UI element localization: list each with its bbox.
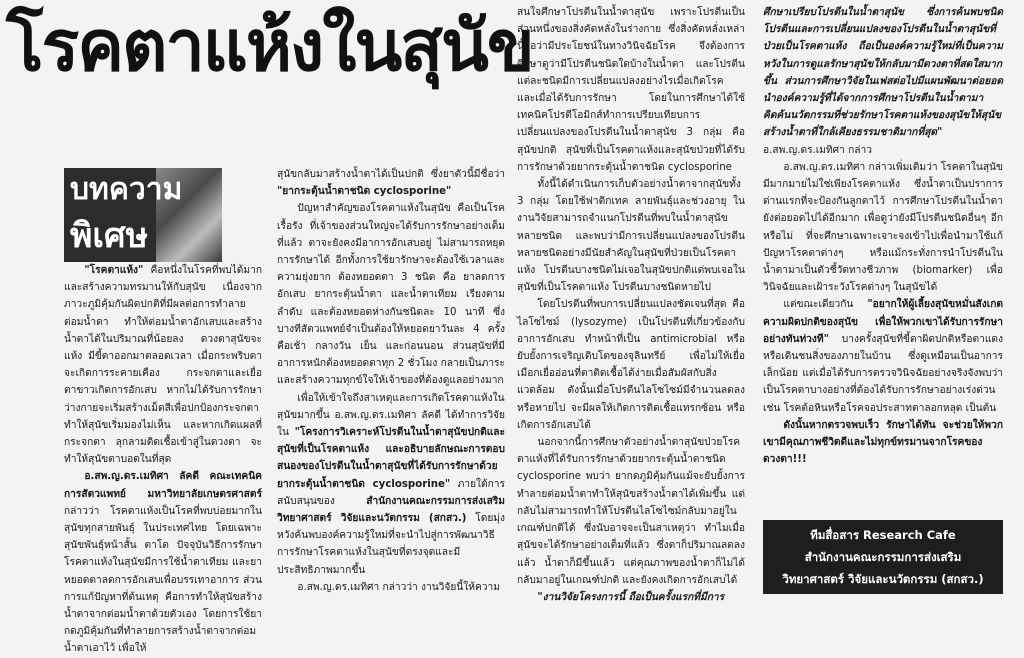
paragraph — [277, 166, 505, 200]
paragraph-text: นอกจากนี้การศึกษาตัวอย่างน้ำตาสุนัขป่วยโรคตาแห้งที่ได้รับการรักษาด้วยยากระตุ้นน้ำตาชนิด cyclosporine พบว่า ยากดภูมิคุ้มกันแม้จะยับยั้งการทำลายต่อมน้ำตาทำให้สุนัขสร้างน้ำตาได้เพิ่มขึ้น แต่กลับไม่สามารถทำให้โปรตีนไลโซไซม์กลับมาอยู่ในเกณฑ์ปกติได้ ซึ่งนับอาจจะเป็นสาเหตุว่า ทำไมเมื่อสุนัขจะได้รักษาอย่างเต็มที่แล้ว ซึ่งตาก็ปริมาณลดลงแล้ว น้ำตาก็มีขึ้นแล้ว แต่คุณภาพของน้ำตาก็ไม่ได้กลับมาอยู่ในเกณฑ์ปกติ และยังคงเกิดการอักเสบได้ — [517, 437, 745, 586]
paragraph: สนใจศึกษาโปรตีนในน้ำตาสุนัข เพราะโปรตีนเป็นส่วนหนึ่งของสิ่งคัดหลั่งในร่างกาย ซึ่งสิ่งคัดหลั่งเหล่านี้ถือว่ามีประโยชน์ในทางวินิจฉัยโรค จึงต้องการศึกษาดูว่ามีโปรตีนชนิดใดบ้างในน้ำตา และโปรตีนแต่ละชนิดมีการเปลี่ยนแปลงอย่างไรเมื่อเกิดโรค และเมื่อได้รับการรักษา โดยในการศึกษาได้ใช้เทคนิคโปรตีโอมิกส์ทำการเปรียบเทียบการเปลี่ยนแปลงของโปรตีนในน้ำตาสุนัข 3 กลุ่ม คือ สุนัขปกติ สุนัขที่เป็นโรคตาแห้งและสุนัขป่วยที่ได้รับการรักษาด้วยยากระตุ้นน้ำตาชนิด cyclosporine — [517, 7, 745, 173]
paragraph — [763, 296, 1003, 416]
credit-line-3: วิทยาศาสตร์ วิจัยและนวัตกรรม (สกสว.) — [782, 572, 984, 586]
paragraph-text: กล่าวว่า โรคตาแห้งเป็นโรคที่พบบ่อยมากในสุนัขทุกสายพันธุ์ ในประเทศไทย โดยเฉพาะสุนัขพันธุ์หน้าสั้น ตาโต ปัจจุบันวิธีการรักษาโรคตาแห้งในสุนัขมีการใช้น้ำตาเทียม และยาหยอดตาลดการอักเสบเพื่อบรรเทาอาการ ส่วนการแก้ปัญหาที่ต้นเหตุ คือการทำให้สุนัขสร้างน้ำตาจากต่อมน้ำตาด้วยตัวเอง โดยการใช้ยากดภูมิคุ้มกันที่ทำลายการสร้างน้ำตาจากต่อมน้ำตาเอาไว้ เพื่อให้ — [64, 505, 262, 655]
credit-line-1: ทีมสื่อสาร Research Cafe — [810, 528, 956, 542]
article-column-3 — [517, 4, 745, 608]
paragraph-text: เพื่อให้เข้าใจถึงสาเหตุและการเกิดโรคตาแห้งในสุนัขมากขึ้น อ.สพ.ญ.ดร.เมทิศา ลัคดี ได้ทำการวิจัยใน — [277, 392, 505, 439]
paragraph — [517, 176, 745, 296]
paragraph-text: อ.สพ.ญ.ดร.เมทิศา กล่าว — [763, 144, 872, 156]
paragraph — [277, 579, 505, 596]
article-column-1 — [64, 262, 262, 655]
project-title: "โครงการวิเคราะห์โปรตีนในน้ำตาสุนัขปกติและสุนัขที่เป็นโรคตาแห้ง และอธิบายลักษณะการตอบสนองของโปรตีนในน้ำตาสุนัขที่ได้รับการรักษาด้วยยากระตุ้นน้ำตาชนิด cyclosporine" — [277, 427, 505, 490]
closing-statement: ดังนั้นหากตรวจพบเร็ว รักษาได้ทัน จะช่วยให้พวกเขามีคุณภาพชีวิตดีและไม่ทุกข์ทรมานจากโรคของดวงตา!!! — [763, 419, 1003, 466]
badge-line-1: บทความ — [70, 172, 183, 207]
paragraph-text: ปัญหาสำคัญของโรคตาแห้งในสุนัข คือเป็นโรคเรื้อรัง ที่เจ้าของส่วนใหญ่จะได้รับการรักษาอย่างเต็มที่แล้ว ตาจะยังคงมีอาการอักเสบอยู่ ไม่สามารถหยุดการรักษาได้ อีกทั้งการใช้ยารักษาจะต้องใช้เวลาและความยุ่งยาก ต้องหยอดตา 3 ชนิด คือ ยาลดการอักเสบ ยากระตุ้นน้ำตา และน้ำตาเทียม เรียงตามลำดับ และต้องหยอดห่างกันชนิดละ 10 นาที ซึ่งบางทีสัตวแพทย์จำเป็นต้องให้หยอดยาวันละ 4 ครั้ง คือเช้า กลางวัน เย็น และก่อนนอน ส่วนสุนัขที่มีอาการหนักต้องหยอดตาทุก 2 ชั่วโมง กลายเป็นภาระและสร้างความทุกข์ใจให้เจ้าของที่ต้องดูแลอย่างมาก — [277, 203, 505, 387]
paragraph — [64, 262, 262, 468]
funding-agency: สำนักงานคณะกรรมการส่งเสริมวิทยาศาสตร์ วิจัยและนวัตกรรม (สกสว.) — [277, 495, 505, 525]
paragraph-text: ภายใต้การสนับสนุนของ — [277, 478, 505, 507]
source-attribution: อ.สพ.ญ.ดร.เมทิศา ลัคดี คณะเทคนิคการสัตวแพทย์ มหาวิทยาลัยเกษตรศาสตร์ — [64, 471, 262, 500]
paragraph-text: แต่ขณะเดียวกัน — [783, 299, 868, 311]
lead-term: "โรคตาแห้ง" — [84, 265, 144, 276]
paragraph — [277, 200, 505, 389]
paragraph — [64, 468, 262, 657]
paragraph-text: โดยโปรตีนที่พบการเปลี่ยนแปลงชัดเจนที่สุด คือ ไลโซไซม์ (lysozyme) เป็นโปรตีนที่เกี่ยวข้องกับอาการอักเสบ ทำหน้าที่เป็น antimicrobial หรือยับยั้งการเจริญเติบโตของจุลินทรีย์ เพื่อไม่ให้เยื่อเมือกเยื่ออ่อนที่ตาติดเชื้อได้ง่ายเมื่อสัมผัสกับสิ่งแวดล้อม ดังนั้นเมื่อโปรตีนไลโซไซม์มีจำนวนลดลงหรือหายไป จะมีผลให้เกิดการติดเชื้อแทรกซ้อน หรือเกิดการอักเสบได้ — [517, 299, 745, 431]
paragraph — [763, 159, 1003, 297]
credit-line-2: สำนักงานคณะกรรมการส่งเสริม — [804, 550, 962, 564]
drug-name: "ยากระตุ้นน้ำตาชนิด cyclosporine" — [277, 186, 452, 198]
paragraph — [763, 417, 1003, 469]
paragraph — [517, 296, 745, 434]
paragraph-text: อ.สพ.ญ.ดร.เมทิศา กล่าวว่า งานวิจัยนี้ให้ความ — [297, 581, 500, 593]
paragraph-text: บางครั้งสุนัขที่ขี้ตาผิดปกติหรือตาแดงหรือเดินชนสิ่งของภายในบ้าน ซึ่งดูเหมือนเป็นอาการเล็กน้อย แต่เมื่อได้รับการตรวจวินิจฉัยอย่างจริงจังพบว่าเป็นโรคตาบางอย่างที่ต้องได้รับการรักษาอย่างเร่งด่วน เช่น โรคต้อหินหรือโรคจอประสาทตาลอกหลุด เป็นต้น — [763, 333, 1003, 414]
article-column-2 — [277, 166, 505, 608]
headline: โรคตาแห้งในสุนัข — [6, 5, 533, 87]
paragraph-text: อ.สพ.ญ.ดร.เมทิศา กล่าวเพิ่มเติมว่า โรคตาในสุนัขมีมากมายไม่ใช่เพียงโรคตาแห้ง ซึ่งน้ำตาเป็นปราการด่านแรกที่จะป้องกันลูกตาไว้ การศึกษาโปรตีนในน้ำตายังต่อยอดไปได้อีกมาก เพื่อดูว่ายังมีโปรตีนชนิดอื่นๆ อีกหรือไม่ ที่จะศึกษาเฉพาะเจาะจงเข้าไปเพื่อนำมาใช้แก้ปัญหาโรคตาต่างๆ หรือแม้กระทั่งการนำโปรตีนในน้ำตามาเป็นตัวชี้วัดทางชีวภาพ (biomarker) เพื่อวินิจฉัยและเฝ้าระวังโรคต่างๆ ในสุนัขได้ — [763, 161, 1003, 294]
paragraph-text: โดยมุ่งหวังค้นพบองค์ความรู้ใหม่ที่จะนำไปสู่การพัฒนาวิธีการรักษาโรคตาแห้งในสุนัขที่ตรงจุดและมีประสิทธิภาพมากขึ้น — [277, 513, 505, 576]
paragraph — [517, 434, 745, 589]
article-column-4 — [763, 4, 1003, 514]
highlight-quote: "อยากให้ผู้เลี้ยงสุนัขหมั่นสังเกตความผิดปกติของสุนัข เพื่อให้พวกเขาได้รับการรักษาอย่างทันท่วงที" — [763, 299, 1003, 345]
paragraph-text: ทั้งนี้ได้ดำเนินการเก็บตัวอย่างน้ำตาจากสุนัขทั้ง 3 กลุ่ม โดยใช้ฟาติกเทค ลายพันธุ์และช่วงอายุ ในงานวิจัยสามารถจำแนกโปรตีนที่พบในน้ำตาสุนัขหลายชนิด และพบว่ามีการเปลี่ยนแปลงของโปรตีนหลายชนิดอย่างมีนัยสำคัญในสุนัขที่ป่วยเป็นโรคตาแห้ง โปรตีนบางชนิดไม่เจอในสุนัขปกติแต่พบเจอในสุนัขที่เป็นโรคตาแห้ง โปรตีนบางชนิดหายไป — [517, 179, 745, 294]
special-article-badge — [64, 168, 222, 262]
quote-text: "งานวิจัยโครงการนี้ ถือเป็นครั้งแรกที่มีการ — [537, 591, 725, 603]
paragraph — [763, 4, 1003, 159]
quote-text: ศึกษาเปรียบโปรตีนในน้ำตาสุนัข ซึ่งการค้นพบชนิดโปรตีนและการเปลี่ยนแปลงของโปรตีนในน้ำตาสุนัขที่ป่วยเป็นโรคตาแห้ง ถือเป็นองค์ความรู้ใหม่ที่เป็นความหวังในการดูแลรักษาสุนัขให้กลับมามีดวงตาที่สดใสมากขึ้น ส่วนการศึกษาวิจัยในเฟสต่อไปมีแผนพัฒนาต่อยอดนำองค์ความรู้ที่ได้จากการศึกษาโปรตีนในน้ำตามาคิดค้นนวัตกรรมที่ช่วยรักษาโรคตาแห้งของสุนัขให้สุนัขสร้างน้ำตาที่ใกล้เคียงธรรมชาติมากที่สุด" — [763, 7, 1003, 139]
paragraph — [517, 589, 745, 606]
badge-line-2: พิเศษ — [70, 216, 149, 256]
credit-box — [763, 520, 1003, 594]
paragraph — [277, 390, 505, 579]
paragraph-text: สุนัขกลับมาสร้างน้ำตาได้เป็นปกติ ซึ่งยาตัวนี้มีชื่อว่า — [277, 169, 505, 180]
paragraph-text: คือหนึ่งในโรคที่พบได้มากและสร้างความทรมานให้กับสุนัข เนื่องจากภาวะภูมิคุ้มกันผิดปกติที่มีผลต่อการทำลายต่อมน้ำตา ทำให้ต่อมน้ำตาอักเสบและสร้างน้ำตาได้ในปริมาณที่น้อยลง ดวงตาสุนัขจะแห้ง มีขี้ตาออกมาตลอดเวลา เมื่อกระพริบตาจะเกิดการระคายเคือง กระจกตาและเยื่อตาขาวเกิดการอักเสบ หากไม่ได้รับการรักษาว่างกายจะเริ่มสร้างเม็ดสีเพื่อปกป้องกระจกตา ทำให้สุนัขเริ่มมองไม่เห็น และหากเกิดแผลที่กระจกตา ลุกลามติดเชื้อเข้าสู่ในดวงตา จะทำให้สุนัขตาบอดในที่สุด — [64, 265, 262, 466]
